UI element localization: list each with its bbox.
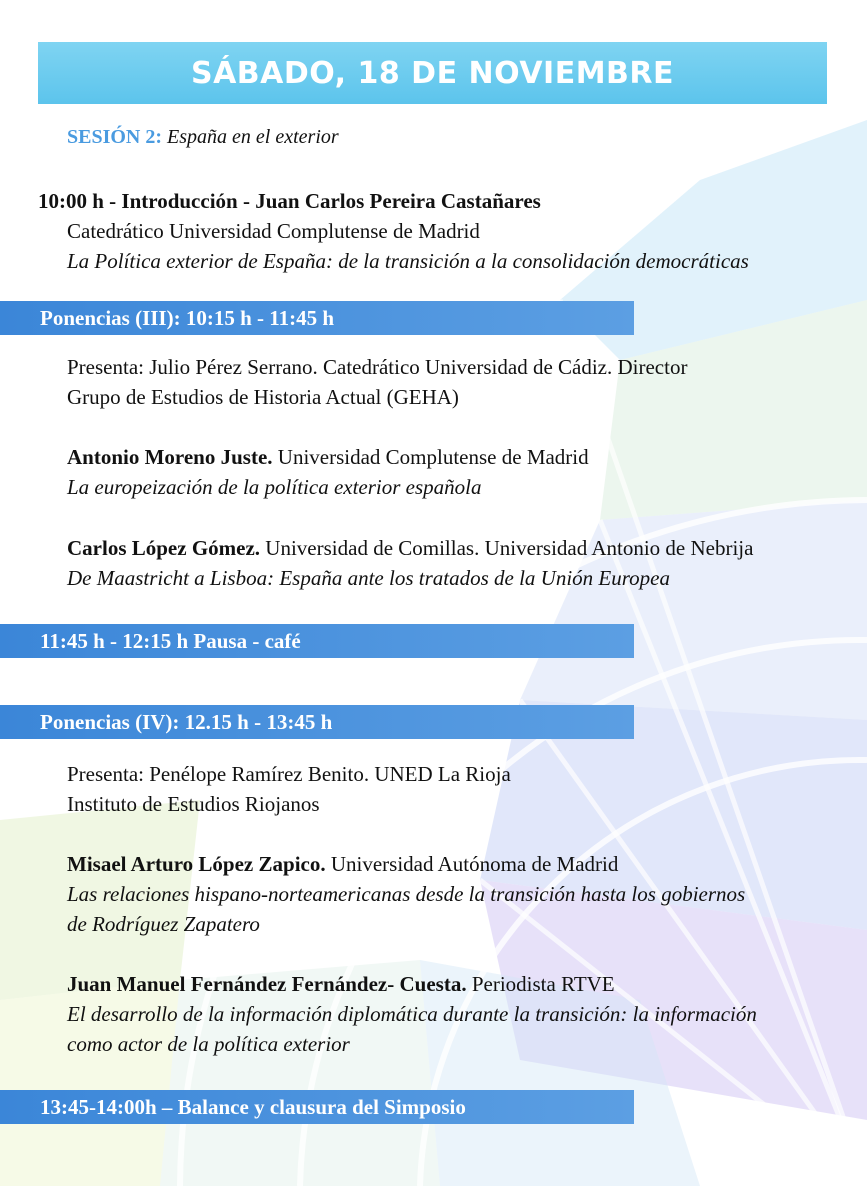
- p4-presenter-line1: Presenta: Penélope Ramírez Benito. UNED La Rioja: [67, 762, 511, 786]
- p3-speaker-2-affiliation: Universidad de Comillas. Universidad Antonio de Nebrija: [260, 536, 754, 560]
- p4-speaker-1-title-line2: de Rodríguez Zapatero: [67, 912, 260, 936]
- session-title: [67, 126, 339, 149]
- p3-speaker-1: [67, 442, 837, 502]
- p4-speaker-2-name: Juan Manuel Fernández Fernández- Cuesta.: [67, 972, 467, 996]
- p4-speaker-2: [67, 969, 837, 1059]
- p3-speaker-2-title: De Maastricht a Lisboa: España ante los tratados de la Unión Europea: [67, 566, 670, 590]
- intro-affiliation: Catedrático Universidad Complutense de Madrid: [67, 219, 480, 243]
- intro-block: [38, 186, 749, 276]
- p4-speaker-1-affiliation: Universidad Autónoma de Madrid: [325, 852, 619, 876]
- p3-speaker-1-affiliation: Universidad Complutense de Madrid: [272, 445, 589, 469]
- band-ponencias-3: [0, 301, 634, 335]
- session-name: España en el exterior: [167, 126, 339, 148]
- day-header: [38, 42, 827, 104]
- p4-speaker-2-title-line1: El desarrollo de la información diplomática durante la transición: la información: [67, 1002, 757, 1026]
- p4-speaker-2-title-line2: como actor de la política exterior: [67, 1032, 350, 1056]
- band-ponencias-3-label: Ponencias (III): 10:15 h - 11:45 h: [40, 305, 335, 330]
- p4-presenter: [67, 759, 837, 819]
- p4-speaker-1: [67, 849, 837, 939]
- p4-presenter-line2: Instituto de Estudios Riojanos: [67, 792, 320, 816]
- p3-speaker-1-name: Antonio Moreno Juste.: [67, 445, 273, 469]
- band-pausa: [0, 624, 634, 658]
- p3-presenter-line1: Presenta: Julio Pérez Serrano. Catedrático Universidad de Cádiz. Director: [67, 355, 688, 379]
- band-pausa-label: 11:45 h - 12:15 h Pausa - café: [40, 628, 301, 653]
- p3-speaker-2-name: Carlos López Gómez.: [67, 536, 261, 560]
- p3-speaker-2: [67, 533, 837, 593]
- intro-talk-title: La Política exterior de España: de la transición a la consolidación democráticas: [67, 249, 749, 273]
- p4-speaker-1-name: Misael Arturo López Zapico.: [67, 852, 326, 876]
- day-header-title: SÁBADO, 18 DE NOVIEMBRE: [190, 55, 675, 91]
- p3-presenter: [67, 352, 837, 412]
- band-clausura-label: 13:45-14:00h – Balance y clausura del Simposio: [40, 1094, 466, 1119]
- intro-heading: 10:00 h - Introducción - Juan Carlos Pereira Castañares: [38, 189, 541, 213]
- p3-speaker-1-title: La europeización de la política exterior española: [67, 475, 482, 499]
- p3-presenter-line2: Grupo de Estudios de Historia Actual (GEHA): [67, 385, 459, 409]
- band-ponencias-4: [0, 705, 634, 739]
- p4-speaker-2-affiliation: Periodista RTVE: [466, 972, 615, 996]
- p4-speaker-1-title-line1: Las relaciones hispano-norteamericanas desde la transición hasta los gobiernos: [67, 882, 746, 906]
- band-clausura: [0, 1090, 634, 1124]
- session-label: SESIÓN 2:: [67, 126, 163, 148]
- band-ponencias-4-label: Ponencias (IV): 12.15 h - 13:45 h: [40, 709, 333, 734]
